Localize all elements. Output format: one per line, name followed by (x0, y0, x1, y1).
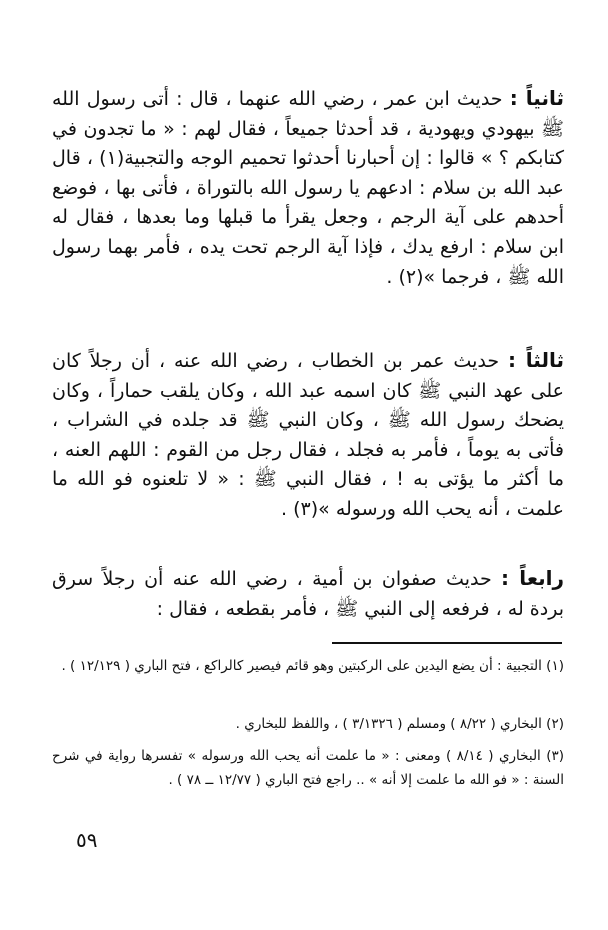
section-text: حديث عمر بن الخطاب ، رضي الله عنه ، أن رجلاً كان على عهد النبي ﷺ كان اسمه عبد الله ، وكان يلقب حماراً ، وكان يضحك رسول الله ﷺ ، وكان النبي ﷺ قد جلده في الشراب ، فأتى به يوماً ، فأمر به فجلد ، فقال رجل من القوم : اللهم العنه ، ما أكثر ما يؤتى به ! ، فقال النبي ﷺ : « لا تلعنوه فو الله ما علمت ، أنه يحب الله ورسوله »(٣) . (52, 350, 564, 520)
section-text: حديث صفوان بن أمية ، رضي الله عنه أن رجلاً سرق بردة له ، فرفعه إلى النبي ﷺ ، فأمر بقطعه ، فقال : (52, 568, 564, 620)
footnote: (٢) البخاري ( ٨/٢٢ ) ومسلم ( ٣/١٣٢٦ ) ، واللفظ للبخاري . (235, 716, 564, 732)
page-number: ٥٩ (76, 828, 98, 852)
footnote: (١) التجبية : أن يضع اليدين على الركبتين وهو قائم فيصير كالراكع ، فتح الباري ( ١٢/١٢٩ ) . (61, 658, 564, 674)
section-heading: ثالثاً : (507, 348, 564, 372)
section-text: حديث ابن عمر ، رضي الله عنهما ، قال : أتى رسول الله ﷺ بيهودي ويهودية ، قد أحدثا جميعاً ، فقال لهم : « ما تجدون في كتابكم ؟ » قالوا : إن أحبارنا أحدثوا تحميم الوجه والتجبية(١) ، قال عبد الله بن سلام : ادعهم يا رسول الله بالتوراة ، فأتى بها ، فوضع أحدهم على آية الرجم ، وجعل يقرأ ما قبلها وما بعدها ، فقال له ابن سلام : ارفع يدك ، فإذا آية الرجم تحت يده ، فأمر بهما رسول الله ﷺ ، فرجما »(٢) . (52, 88, 565, 288)
section-second (52, 84, 564, 292)
section-fourth (52, 564, 564, 624)
section-heading: رابعاً : (501, 566, 564, 590)
section-third (52, 346, 564, 525)
footnote: (٣) البخاري ( ٨/١٤ ) ومعنى : « ما علمت أنه يحب الله ورسوله » تفسرها رواية في شرح السنة : « فو الله ما علمت إلا أنه » .. راجع فتح الباري ( ١٢/٧٧ ــ ٧٨ ) . (52, 748, 565, 788)
section-heading: ثانياً : (509, 86, 564, 110)
footnote-divider (332, 642, 562, 644)
